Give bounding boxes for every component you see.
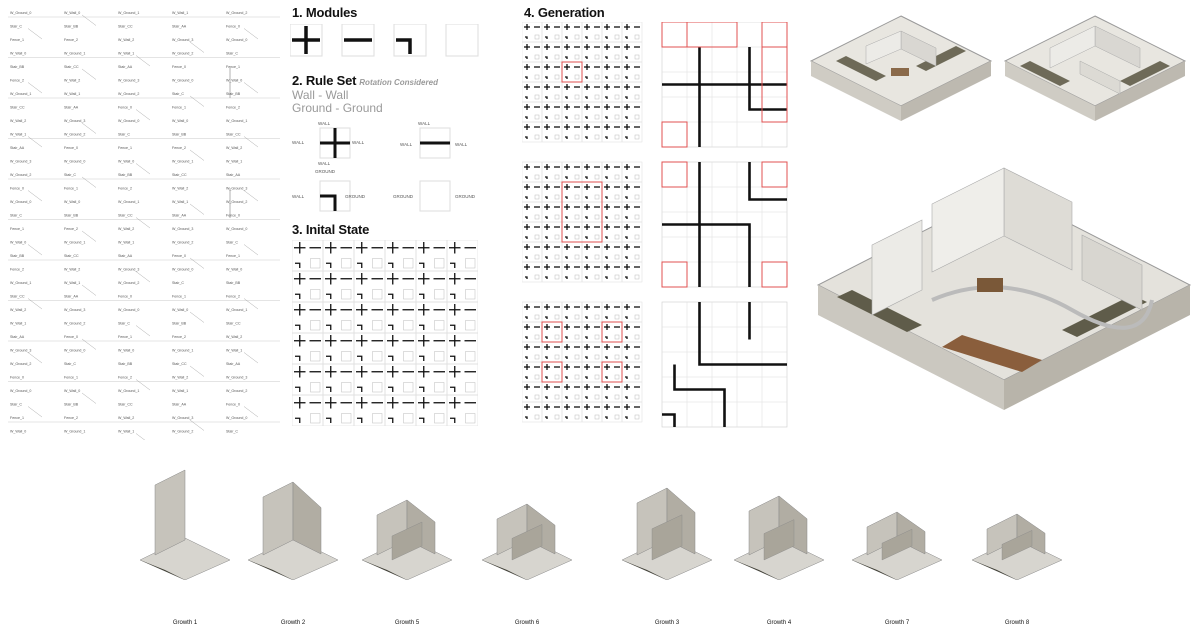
node-label: W_Ground_1 [10, 281, 32, 285]
node-label: W_Ground_1 [172, 348, 194, 353]
node-label: Stair_AA [172, 24, 187, 29]
node-label: Stair_AA [226, 173, 241, 177]
node-label: W_Ground_2 [226, 389, 248, 393]
module-straight [342, 24, 374, 56]
module-empty [446, 24, 478, 56]
ruleset-title: 2. Rule Set [292, 73, 357, 88]
node-label: Stair_C [226, 240, 238, 245]
node-label: W_Wall_2 [226, 146, 243, 150]
node-label: Stair_CC [172, 173, 187, 177]
growth-labels [130, 620, 1090, 630]
node-label: Stair_BB [226, 281, 241, 285]
node-label: Stair_BB [64, 402, 79, 407]
node-label: W_Ground_0 [118, 119, 140, 123]
node-label: Fence_0 [172, 254, 186, 258]
rule-cross [320, 128, 350, 158]
node-label: W_Ground_3 [10, 348, 32, 353]
rule-label-wall-l2: WALL [400, 142, 413, 147]
node-label: W_Wall_2 [172, 186, 189, 191]
node-label: W_Ground_3 [172, 227, 194, 231]
growth-label: Growth 6 [514, 620, 540, 626]
node-label: Stair_C [10, 213, 22, 218]
node-label: Stair_CC [10, 105, 25, 110]
node-label: Stair_AA [172, 402, 187, 407]
node-label: Fence_0 [10, 186, 24, 191]
node-label: Stair_C [118, 132, 130, 137]
node-label: W_Ground_3 [172, 416, 194, 420]
node-label: Stair_CC [64, 254, 79, 258]
node-label: W_Wall_2 [10, 119, 27, 123]
node-label: W_Wall_0 [10, 240, 27, 245]
node-label: W_Wall_0 [10, 51, 27, 56]
node-label: Stair_CC [118, 213, 133, 218]
node-label: Fence_2 [118, 375, 132, 380]
node-label: W_Ground_1 [118, 11, 140, 15]
node-label: Stair_BB [172, 132, 187, 137]
generation-grids [522, 22, 792, 428]
node-label: W_Wall_0 [118, 348, 135, 353]
node-label: W_Wall_2 [64, 78, 81, 83]
node-label: Fence_1 [118, 146, 132, 150]
node-label: Fence_2 [226, 294, 240, 299]
node-label: Stair_AA [64, 105, 79, 110]
node-label: W_Ground_3 [118, 78, 140, 83]
node-label: Stair_BB [64, 213, 79, 218]
growth-stage [248, 482, 338, 580]
node-label: W_Wall_2 [10, 308, 27, 312]
iso-render-main [812, 160, 1196, 420]
node-label: Stair_AA [118, 254, 133, 258]
module-cross [290, 24, 322, 56]
growth-stage [972, 514, 1062, 580]
node-label: W_Ground_0 [10, 200, 32, 204]
node-label: W_Wall_1 [10, 132, 27, 137]
initial-grid [292, 240, 478, 426]
node-label: Stair_CC [172, 362, 187, 366]
ruleset-subtitle: Rotation Considered [359, 78, 438, 87]
node-label: W_Ground_1 [118, 200, 140, 204]
node-label: W_Ground_2 [118, 92, 140, 96]
node-label: W_Ground_2 [172, 51, 194, 56]
node-label: Fence_1 [118, 335, 132, 339]
node-label: Stair_CC [118, 402, 133, 407]
node-label: Fence_1 [10, 227, 24, 231]
node-label: Stair_C [172, 92, 184, 96]
node-label: Stair_AA [172, 213, 187, 218]
node-label: W_Ground_1 [64, 240, 86, 245]
node-label: W_Wall_2 [118, 38, 135, 42]
node-label: W_Wall_1 [118, 429, 135, 434]
node-label: Fence_1 [172, 105, 186, 110]
node-label: W_Wall_0 [118, 159, 135, 164]
node-label: Stair_C [64, 173, 76, 177]
node-label: W_Wall_0 [172, 308, 189, 312]
node-label: W_Wall_0 [64, 389, 81, 393]
node-label: Stair_C [226, 51, 238, 56]
node-label: W_Wall_0 [10, 429, 27, 434]
node-label: W_Ground_2 [172, 429, 194, 434]
node-label: W_Wall_2 [64, 267, 81, 272]
node-label: W_Wall_1 [172, 200, 189, 204]
growth-label: Growth 8 [1004, 620, 1030, 626]
node-label: Stair_CC [118, 24, 133, 29]
node-label: W_Ground_2 [10, 362, 32, 366]
modules-title: 1. Modules [292, 5, 358, 20]
growth-label: Growth 5 [394, 620, 420, 626]
node-label: Fence_0 [64, 335, 78, 339]
node-label: Fence_1 [172, 294, 186, 299]
growth-stage [140, 470, 230, 580]
node-label: W_Ground_2 [226, 200, 248, 204]
node-label: W_Wall_2 [226, 335, 243, 339]
node-label: Fence_0 [226, 402, 240, 407]
node-label: W_Wall_1 [226, 348, 243, 353]
node-label: W_Ground_0 [226, 227, 248, 231]
node-label: Stair_BB [226, 92, 241, 96]
rule-label-bottom: WALL [318, 161, 331, 166]
node-label: W_Wall_1 [226, 159, 243, 164]
growth-label: Growth 2 [280, 620, 306, 626]
node-label: W_Wall_1 [64, 281, 81, 285]
iso-render-top-left [806, 6, 996, 126]
node-label: W_Ground_0 [172, 78, 194, 83]
node-label: W_Ground_0 [226, 416, 248, 420]
rule-label-top: WALL [318, 121, 331, 126]
growth-label: Growth 3 [654, 620, 680, 626]
node-label: W_Wall_1 [172, 389, 189, 393]
node-label: Fence_2 [64, 227, 78, 231]
node-label: W_Wall_2 [172, 375, 189, 380]
node-label: Stair_C [64, 362, 76, 366]
node-label: Stair_C [118, 321, 130, 326]
growth-stage [734, 496, 824, 580]
node-label: W_Ground_1 [172, 159, 194, 164]
node-label: W_Ground_1 [10, 92, 32, 96]
node-label: W_Ground_0 [10, 11, 32, 15]
node-label: Stair_AA [10, 146, 25, 150]
node-label: Fence_2 [172, 335, 186, 339]
node-label: W_Wall_0 [226, 78, 243, 83]
rule-wall-wall: Wall - Wall [292, 88, 349, 102]
node-graph-panel [8, 8, 280, 440]
growth-label: Growth 1 [172, 620, 198, 626]
node-label: W_Ground_3 [226, 375, 248, 380]
initial-title: 3. Inital State [292, 222, 370, 237]
node-label: Fence_2 [10, 267, 24, 272]
node-label: Stair_AA [118, 65, 133, 69]
node-label: Fence_0 [118, 105, 132, 110]
node-label: W_Wall_0 [172, 119, 189, 123]
generation-title: 4. Generation [524, 5, 605, 20]
node-label: Stair_C [10, 402, 22, 407]
node-label: Stair_CC [226, 321, 241, 326]
node-label: Fence_2 [118, 186, 132, 191]
node-label: W_Ground_0 [226, 38, 248, 42]
node-label: Fence_2 [172, 146, 186, 150]
node-graph [8, 8, 280, 440]
node-label: Fence_0 [64, 146, 78, 150]
node-label: W_Ground_3 [64, 308, 86, 312]
node-label: Stair_BB [118, 173, 133, 177]
rule-straight [420, 128, 450, 158]
node-label: Stair_CC [226, 132, 241, 137]
node-label: W_Wall_1 [64, 92, 81, 96]
node-label: Fence_0 [172, 65, 186, 69]
node-label: W_Ground_2 [64, 132, 86, 137]
node-label: Stair_CC [10, 294, 25, 299]
rule-ground-ground: Ground - Ground [292, 101, 383, 115]
node-label: Fence_2 [64, 38, 78, 42]
node-label: Stair_AA [10, 335, 25, 339]
node-label: W_Ground_1 [64, 429, 86, 434]
node-label: W_Ground_2 [118, 281, 140, 285]
node-label: W_Ground_1 [226, 308, 248, 312]
node-label: Stair_C [10, 24, 22, 29]
node-label: W_Ground_0 [64, 159, 86, 164]
node-label: Stair_BB [64, 24, 79, 29]
node-label: Fence_1 [64, 186, 78, 191]
rule-label-wall3: WALL [292, 194, 305, 199]
node-label: W_Wall_1 [10, 321, 27, 326]
growth-stage [622, 488, 712, 580]
node-label: W_Wall_2 [118, 416, 135, 420]
node-label: W_Wall_0 [226, 267, 243, 272]
node-label: W_Ground_1 [118, 389, 140, 393]
module-corner [394, 24, 426, 56]
rule-label-ground3: GROUND [345, 194, 365, 199]
node-label: Fence_1 [64, 375, 78, 380]
rule-label-right: WALL [352, 140, 365, 145]
node-label: W_Ground_1 [64, 51, 86, 56]
node-label: W_Ground_3 [118, 267, 140, 272]
node-label: W_Ground_2 [64, 321, 86, 326]
growth-stage [482, 504, 572, 580]
rule-label-wall-top2: WALL [418, 121, 431, 126]
node-label: Fence_1 [226, 65, 240, 69]
node-label: Fence_0 [10, 375, 24, 380]
node-label: W_Wall_1 [118, 51, 135, 56]
modules-icons [290, 24, 490, 58]
node-label: W_Wall_1 [172, 11, 189, 15]
rule-label-ground4: GROUND [393, 194, 413, 199]
growth-label: Growth 7 [884, 620, 910, 626]
node-label: W_Ground_3 [172, 38, 194, 42]
node-label: Stair_BB [10, 254, 25, 258]
node-label: W_Wall_0 [64, 200, 81, 204]
growth-stage [362, 500, 452, 580]
node-label: Stair_BB [172, 321, 187, 326]
node-label: Fence_1 [10, 38, 24, 42]
node-label: Stair_BB [118, 362, 133, 366]
node-label: Fence_0 [118, 294, 132, 299]
rule-label-ground1: GROUND [315, 169, 335, 174]
node-label: Stair_AA [226, 362, 241, 366]
rule-label-ground5: GROUND [455, 194, 475, 199]
node-label: Fence_1 [226, 254, 240, 258]
node-label: Stair_CC [64, 65, 79, 69]
rule-label-wall-r2: WALL [455, 142, 468, 147]
node-label: W_Ground_0 [172, 267, 194, 272]
node-label: W_Ground_2 [10, 173, 32, 177]
node-label: Fence_1 [10, 416, 24, 420]
node-label: W_Ground_0 [10, 389, 32, 393]
node-label: W_Ground_3 [226, 186, 248, 191]
node-label: W_Ground_3 [64, 119, 86, 123]
node-label: W_Ground_1 [226, 119, 248, 123]
node-label: Fence_2 [10, 78, 24, 83]
node-label: W_Wall_1 [118, 240, 135, 245]
iso-render-top-right [1000, 6, 1190, 126]
node-label: Stair_BB [10, 65, 25, 69]
node-label: Fence_0 [226, 213, 240, 218]
rule-label-left: WALL [292, 140, 305, 145]
node-label: W_Ground_3 [10, 159, 32, 164]
node-label: Fence_0 [226, 24, 240, 29]
rule-empty [420, 181, 450, 211]
node-label: W_Ground_0 [118, 308, 140, 312]
node-label: W_Ground_2 [172, 240, 194, 245]
node-label: Stair_C [172, 281, 184, 285]
growth-label: Growth 4 [766, 620, 792, 626]
node-label: Stair_AA [64, 294, 79, 299]
node-label: W_Wall_2 [118, 227, 135, 231]
node-label: W_Wall_0 [64, 11, 81, 15]
node-label: Stair_C [226, 429, 238, 434]
growth-sequence [130, 468, 1090, 580]
node-label: Fence_2 [226, 105, 240, 110]
node-label: W_Ground_2 [226, 11, 248, 15]
growth-stage [852, 512, 942, 580]
node-label: W_Ground_0 [64, 348, 86, 353]
node-label: Fence_2 [64, 416, 78, 420]
